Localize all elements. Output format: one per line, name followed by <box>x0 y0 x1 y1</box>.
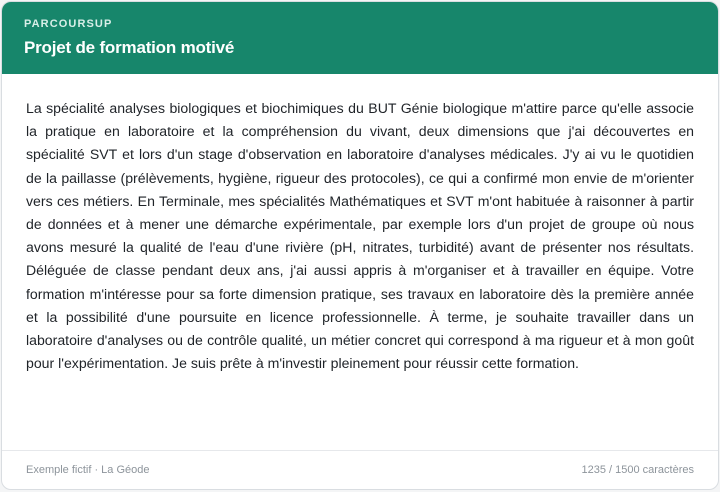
card-title: Projet de formation motivé <box>24 38 235 57</box>
card-footer <box>2 450 718 489</box>
card-header <box>2 2 718 74</box>
platform-label: PARCOURSUP <box>24 18 113 30</box>
motivation-text: La spécialité analyses biologiques et biochimiques du BUT Génie biologique m'attire parce qu'elle associe la pratique en laboratoire et la compréhension du vivant, deux dimensions que j'ai découvertes en spécialité SVT et lors d'un stage d'observation en laboratoire d'analyses médicales. J'y ai vu le quotidien de la paillasse (prélèvements, hygiène, rigueur des protocoles), ce qui a confirmé mon envie de m'orienter vers ces métiers. En Terminale, mes spécialités Mathématiques et SVT m'ont habituée à raisonner à partir de données et à mener une démarche expérimentale, par exemple lors d'un projet de groupe où nous avons mesuré la qualité de l'eau d'une rivière (pH, nitrates, turbidité) avant de présenter nos résultats. Déléguée de classe pendant deux ans, j'ai aussi appris à m'organiser et à travailler en équipe. Votre formation m'intéresse pour sa forte dimension pratique, ses travaux en laboratoire dès la première année et la possibilité d'une poursuite en licence professionnelle. À terme, je souhaite travailler dans un laboratoire d'analyses ou de contrôle qualité, un métier concret qui correspond à ma rigueur et à mon goût pour l'expérimentation. Je suis prête à m'investir pleinement pour réussir cette formation. <box>26 100 694 372</box>
source-note: Exemple fictif · La Géode <box>26 464 150 476</box>
card-body <box>2 74 718 452</box>
character-count: 1235 / 1500 caractères <box>581 464 694 476</box>
motivation-card <box>1 1 719 490</box>
